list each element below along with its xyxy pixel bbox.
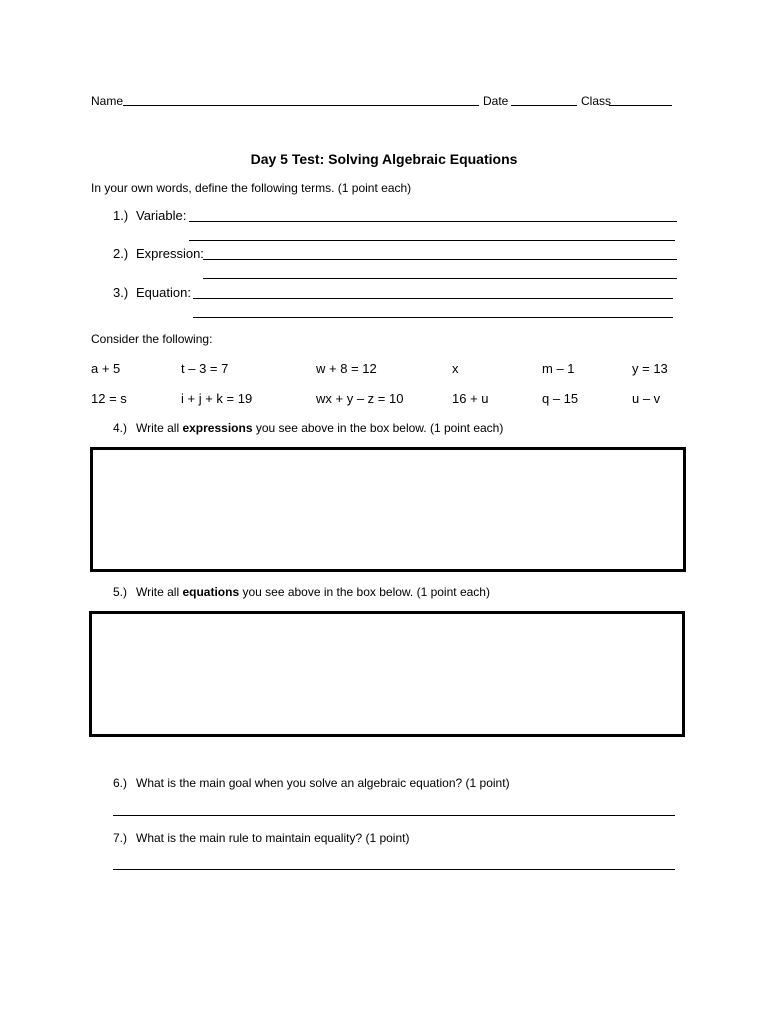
expressions-answer-box[interactable]: [90, 447, 686, 572]
expression-item: wx + y – z = 10: [316, 391, 404, 406]
question-7-text: What is the main rule to maintain equality? (1 point): [136, 831, 410, 845]
definition-number-3: 3.): [113, 285, 129, 300]
question-7-number: 7.): [113, 831, 128, 845]
definitions-instructions: In your own words, define the following terms. (1 point each): [91, 181, 412, 195]
expression-item: 12 = s: [91, 391, 127, 406]
expression-item: m – 1: [542, 361, 575, 376]
question-5-number: 5.): [113, 585, 128, 599]
expression-item: q – 15: [542, 391, 579, 406]
page-title: Day 5 Test: Solving Algebraic Equations: [250, 151, 518, 167]
definition-term-variable: Variable:: [136, 208, 187, 223]
question-7-answer-line[interactable]: [113, 869, 675, 870]
equation-answer-line-1[interactable]: [193, 298, 673, 299]
equations-answer-box[interactable]: [89, 611, 685, 737]
question-5-text-pre: Write all: [136, 585, 183, 599]
variable-answer-line-2[interactable]: [189, 240, 675, 241]
expression-item: y = 13: [632, 361, 668, 376]
question-4-keyword: expressions: [182, 421, 253, 435]
expression-item: i + j + k = 19: [181, 391, 253, 406]
question-6-number: 6.): [113, 776, 128, 790]
question-4-number: 4.): [113, 421, 128, 435]
question-6-answer-line[interactable]: [113, 815, 675, 816]
date-blank[interactable]: [511, 105, 577, 106]
question-4-prompt: [136, 421, 503, 435]
definition-term-equation: Equation:: [136, 285, 191, 300]
question-5-text-post: you see above in the box below. (1 point each): [239, 585, 490, 599]
expression-answer-line-2[interactable]: [203, 278, 677, 279]
expression-item: u – v: [632, 391, 661, 406]
expression-answer-line-1[interactable]: [203, 259, 677, 260]
variable-answer-line-1[interactable]: [189, 221, 677, 222]
definition-term-expression: Expression:: [136, 246, 204, 261]
expression-item: t – 3 = 7: [181, 361, 229, 376]
expression-item: w + 8 = 12: [316, 361, 377, 376]
name-blank[interactable]: [123, 105, 479, 106]
class-blank[interactable]: [609, 105, 672, 106]
definition-number-1: 1.): [113, 208, 129, 223]
expression-item: 16 + u: [452, 391, 489, 406]
class-label: Class: [581, 94, 612, 108]
question-5-prompt: [136, 585, 490, 599]
expression-item: x: [452, 361, 459, 376]
question-4-text-pre: Write all: [136, 421, 183, 435]
expression-item: a + 5: [91, 361, 121, 376]
question-4-text-post: you see above in the box below. (1 point each): [252, 421, 504, 435]
consider-label: Consider the following:: [91, 332, 213, 346]
date-label: Date: [483, 94, 509, 108]
equation-answer-line-2[interactable]: [193, 317, 673, 318]
question-6-text: What is the main goal when you solve an algebraic equation? (1 point): [136, 776, 510, 790]
question-5-keyword: equations: [182, 585, 240, 599]
definition-number-2: 2.): [113, 246, 129, 261]
name-label: Name: [91, 94, 124, 108]
